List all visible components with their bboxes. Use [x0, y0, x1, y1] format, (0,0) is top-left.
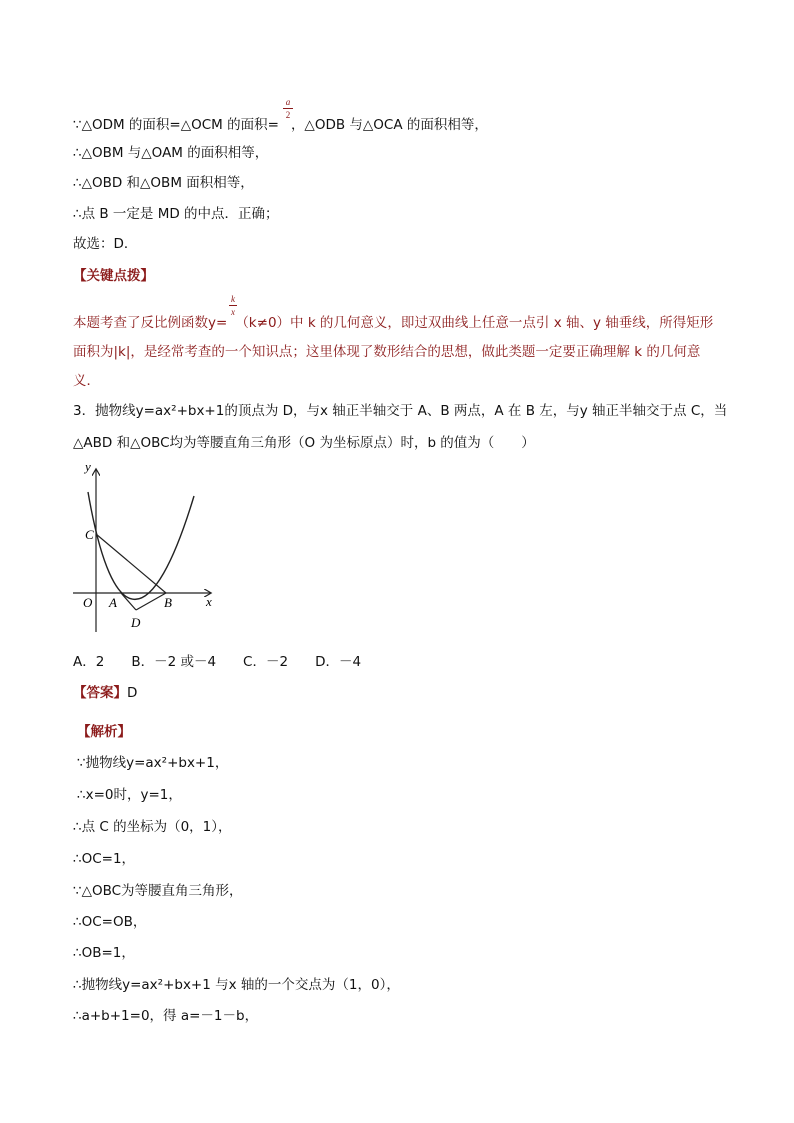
answer-options: A．2 B．－2 或－4 C．－2 D．－4	[73, 654, 362, 670]
question-line-1: 3．抛物线y=ax²+bx+1的顶点为 D，与x 轴正半轴交于 A、B 两点，A 在 B 左，与y 轴正半轴交于点 C，当	[73, 403, 728, 419]
fraction-denominator: x	[231, 307, 235, 317]
keypoint-line-2: 面积为|k|，是经常考查的一个知识点；这里体现了数形结合的思想，做此类题一定要正确理解 k 的几何意	[73, 344, 701, 360]
question-line-2: △ABD 和△OBC均为等腰直角三角形（O 为坐标原点）时，b 的值为（ ）	[73, 435, 535, 451]
keypoint-heading: 【关键点拨】	[73, 268, 154, 284]
segment-ad	[121, 593, 136, 610]
analysis-step-7: ∴OB=1，	[73, 945, 135, 961]
analysis-step-4: ∴OC=1，	[73, 851, 136, 867]
analysis-step-9: ∴a+b+1=0，得 a=－1－b，	[73, 1008, 259, 1024]
text-segment: （k≠0）中 k 的几何意义，即过双曲线上任意一点引 x 轴、y 轴垂线，所得矩形	[235, 315, 714, 331]
label-d: D	[131, 615, 141, 630]
fraction-numerator: k	[231, 294, 235, 304]
fraction-k-over-x	[229, 294, 237, 317]
parabola-curve	[88, 492, 194, 599]
text-segment: ∵△ODM 的面积=△OCM 的面积=	[73, 117, 279, 133]
text-segment: 本题考查了反比例函数y=	[73, 315, 228, 331]
fraction-denominator: 2	[285, 110, 291, 120]
label-y: y	[85, 462, 91, 474]
analysis-step-6: ∴OC=OB，	[73, 914, 147, 930]
line-obm-oam: ∴△OBM 与△OAM 的面积相等，	[73, 145, 269, 161]
analysis-step-2: ∴x=0时，y=1，	[77, 787, 182, 803]
fraction-numerator: a	[285, 97, 291, 107]
label-c: C	[85, 527, 94, 542]
line-choice: 故选：D．	[73, 236, 138, 252]
answer-value: D	[127, 685, 138, 701]
label-o: O	[83, 595, 93, 610]
label-x: x	[206, 594, 212, 609]
analysis-step-1: ∵抛物线y=ax²+bx+1，	[77, 755, 229, 771]
keypoint-line-1	[73, 313, 713, 333]
parabola-figure	[68, 462, 228, 637]
label-a: A	[109, 595, 117, 610]
analysis-step-5: ∵△OBC为等腰直角三角形，	[73, 883, 243, 899]
text-segment: ，△ODB 与△OCA 的面积相等，	[290, 117, 488, 133]
answer-heading: 【答案】	[73, 685, 127, 701]
answer-line	[73, 683, 137, 703]
analysis-step-3: ∴点 C 的坐标为（0，1），	[73, 819, 232, 835]
analysis-heading: 【解析】	[77, 724, 131, 740]
fraction-a-over-2	[283, 97, 293, 120]
line-area-equal	[73, 115, 488, 135]
keypoint-line-3: 义．	[73, 373, 100, 389]
line-obd-obm: ∴△OBD 和△OBM 面积相等，	[73, 175, 254, 191]
line-midpoint: ∴点 B 一定是 MD 的中点．正确；	[73, 206, 279, 222]
segment-db	[136, 593, 166, 610]
label-b: B	[164, 595, 172, 610]
segment-cb	[96, 534, 166, 593]
analysis-step-8: ∴抛物线y=ax²+bx+1 与x 轴的一个交点为（1，0），	[73, 977, 400, 993]
